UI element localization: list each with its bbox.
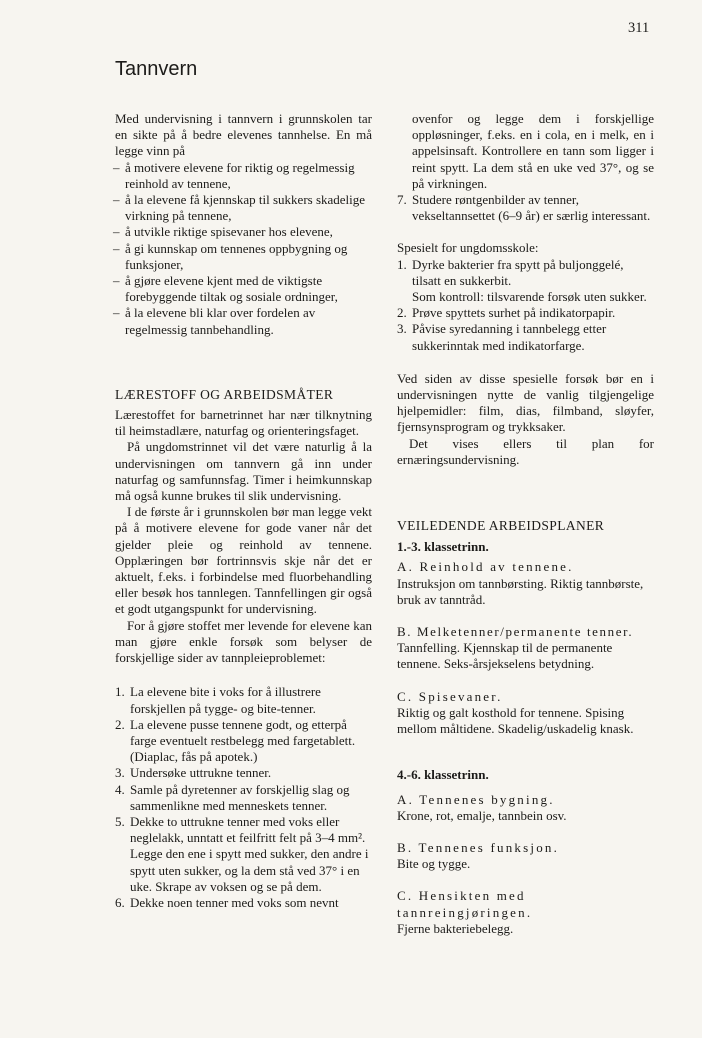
topic-body: Bite og tygge. <box>397 856 471 872</box>
topic-title: C. Hensikten med tannreingjøringen. <box>397 888 533 920</box>
experiment-item <box>115 814 372 895</box>
topic-body: Fjerne bakteriebelegg. <box>397 920 514 936</box>
item-number: 4. <box>115 781 125 797</box>
ernaering-paragraph: Det vises ellers til plan for ernæringsundervisning. <box>397 435 654 467</box>
item7-list <box>397 192 654 224</box>
topic-block <box>397 840 654 872</box>
topic-body: Instruksjon om tannbørsting. Riktig tannbørste, bruk av tanntråd. <box>397 575 644 607</box>
item-text: Studere røntgenbilder av tenner, vekseltannsettet (6–9 år) er særlig interessant. <box>412 192 651 224</box>
item-number: 2. <box>397 305 407 321</box>
page-number: 311 <box>628 20 650 36</box>
item-text: La elevene bite i voks for å illustrere forskjellen på tygge- og bite-tenner. <box>130 684 321 716</box>
experiment-item <box>397 192 654 224</box>
goals-list <box>115 160 372 338</box>
topic-title: C. Spisevaner. <box>397 688 503 704</box>
goal-item: – å gjøre elevene kjent med de viktigste forebyggende tiltak og sosiale ordninger, <box>115 273 372 305</box>
topic-title: B. Melketenner/permanente tenner. <box>397 624 634 640</box>
topic-body: Riktig og galt kosthold for tennene. Spising mellom måltidene. Skadelig/uskadelig knask. <box>397 704 634 737</box>
body-paragraph: På ungdomstrinnet vil det være naturlig å la undervisningen om tannvern gå inn under naturfag og samfunnsfag. Timer i heimkunnskap må også kunne brukes til slik undervisning. <box>115 439 372 504</box>
experiment-item <box>115 684 372 716</box>
item-text: Dekke to uttrukne tenner med voks eller neglelakk, unntatt et feilfritt felt på 3–4 mm². Legge den ene i spytt med sukker, den andre i spytt uten sukker, og la dem stå ved 37° i en uke. Skrape av voksen og se på dem. <box>130 813 369 894</box>
item-number: 3. <box>115 765 125 781</box>
item-text: La elevene pusse tennene godt, og etterpå farge eventuelt restbelegg med fargetablett. (Diaplac, fås på apotek.) <box>130 716 356 765</box>
item-text: Dyrke bakterier fra spytt på buljonggelé, tilsatt en sukkerbit. <box>412 256 624 288</box>
item-number: 7. <box>397 192 407 208</box>
item-extra: Som kontroll: tilsvarende forsøk uten sukker. <box>412 289 647 305</box>
section-heading-arbeidsplaner: VEILEDENDE ARBEIDSPLANER <box>397 518 605 534</box>
item-text: Dekke noen tenner med voks som nevnt <box>130 894 339 910</box>
ungdom-item <box>397 257 654 306</box>
item-text: Prøve spyttets surhet på indikatorpapir. <box>412 305 616 321</box>
goal-item: – å motivere elevene for riktig og regelmessig reinhold av tennene, <box>115 160 372 192</box>
grade-heading-4-6: 4.-6. klassetrinn. <box>397 767 489 783</box>
continued-paragraph: ovenfor og legge dem i forskjellige oppløsninger, f.eks. en i cola, en i melk, en i appelsinsaft. Kontrollere en tann som ligger i reint spytt. La dem stå en uke ved 37°, og se på virkningen. <box>412 111 654 191</box>
item-number: 6. <box>115 894 125 910</box>
experiment-item <box>115 717 372 766</box>
experiment-item <box>115 895 372 911</box>
left-column <box>115 111 372 911</box>
ungdom-item <box>397 305 654 321</box>
ungdom-list <box>397 257 654 354</box>
item-number: 3. <box>397 321 407 337</box>
topic-title: A. Tennenes bygning. <box>397 791 555 807</box>
item-number: 1. <box>115 684 125 700</box>
goal-item: – å utvikle riktige spisevaner hos elevene, <box>115 224 372 240</box>
ungdom-item <box>397 321 654 353</box>
experiment-item <box>115 782 372 814</box>
body-paragraph: Lærestoffet for barnetrinnet har nær tilknytning til heimstadlære, naturfag og orienteringsfaget. <box>115 407 372 439</box>
topic-title: B. Tennenes funksjon. <box>397 839 560 855</box>
item-number: 5. <box>115 813 125 829</box>
experiments-list <box>115 684 372 911</box>
topic-block <box>397 888 654 937</box>
ungdom-heading: Spesielt for ungdomsskole: <box>397 240 539 256</box>
goal-item: – å la elevene bli klar over fordelen av regelmessig tannbehandling. <box>115 305 372 337</box>
topic-title: A. Reinhold av tennene. <box>397 559 574 575</box>
topic-body: Tannfelling. Kjennskap til de permanente tennene. Seks-årsjekselens betydning. <box>397 640 613 672</box>
body-paragraph: I de første år i grunnskolen bør man legge vekt på å motivere elevene for gode vaner når det gjelder pleie og reinhold av tennene. Opplæringen bør fortrinnsvis skje når det er aktuelt, f.eks. i forbindelse med fluorbehandling eller besøk hos tannlegen. Tannfellingen gir også et godt utgangspunkt for undervisning. <box>115 504 372 617</box>
item-text: Påvise syredanning i tannbelegg etter sukkerinntak med indikatorfarge. <box>412 321 607 353</box>
goal-item: – å la elevene få kjennskap til sukkers skadelige virkning på tennene, <box>115 192 372 224</box>
item-text: Undersøke uttrukne tenner. <box>130 765 272 781</box>
grade-heading-1-3: 1.-3. klassetrinn. <box>397 539 489 555</box>
body-paragraph: For å gjøre stoffet mer levende for elevene kan man gjøre enkle forsøk som belyser de forskjellige sider av tannpleieproblemet: <box>115 617 372 666</box>
item-text: Samle på dyretenner av forskjellig slag og sammenlikne med menneskets tenner. <box>130 781 350 813</box>
hjelpemidler-paragraph: Ved siden av disse spesielle forsøk bør en i undervisningen nytte de vanlig tilgjengelige hjelpemidler: film, dias, filmband, sløyfer, fjernsynsprogram og trykksaker. <box>397 370 654 435</box>
goal-item: – å gi kunnskap om tennenes oppbygning og funksjoner, <box>115 241 372 273</box>
experiment-item <box>115 765 372 781</box>
topic-block <box>397 559 654 608</box>
topic-block <box>397 624 654 673</box>
intro-paragraph: Med undervisning i tannvern i grunnskolen tar en sikte på å bedre elevenes tannhelse. En må legge vinn på <box>115 111 372 159</box>
item-number: 2. <box>115 716 125 732</box>
section-heading-laerestoff: LÆRESTOFF OG ARBEIDSMÅTER <box>115 386 334 402</box>
topic-block <box>397 689 654 738</box>
topic-block <box>397 792 654 824</box>
page-title: Tannvern <box>115 58 198 80</box>
item-number: 1. <box>397 256 407 272</box>
topic-body: Krone, rot, emalje, tannbein osv. <box>397 807 567 823</box>
right-column <box>397 111 654 937</box>
